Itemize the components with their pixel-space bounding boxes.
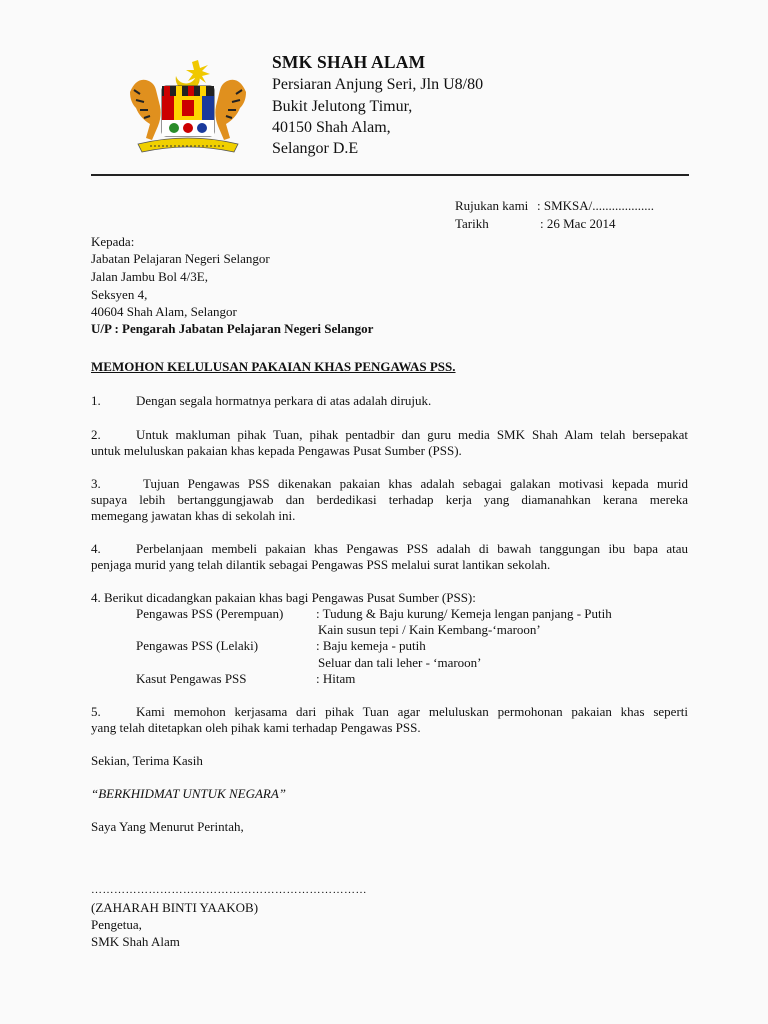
para-3-first — [143, 476, 688, 492]
para-5-line-2: yang telah ditetapkan oleh pihak kami terhadap Pengawas PSS. — [91, 720, 421, 735]
address-line-4: Selangor D.E — [272, 140, 359, 157]
uniform-intro: 4. Berikut dicadangkan pakaian khas bagi Pengawas Pusat Sumber (PSS): — [91, 590, 476, 605]
para-4-rest — [91, 557, 688, 573]
signatory-name: (ZAHARAH BINTI YAAKOB) — [91, 900, 259, 915]
date-label: Tarikh — [455, 216, 489, 231]
para-5-line-1: Kami memohon kerjasama dari pihak Tuan agar meluluskan permohonan pakaian khas seperti — [136, 704, 688, 719]
ref-value: : SMKSA/................... — [537, 198, 655, 213]
recipient-line-1: Jabatan Pelajaran Negeri Selangor — [91, 251, 270, 266]
para-3-rest — [91, 492, 688, 524]
para-4-number: 4. — [91, 541, 101, 556]
address-line-1: Persiaran Anjung Seri, Jln U8/80 — [272, 76, 484, 93]
signatory-title: Pengetua, — [91, 917, 142, 932]
uniform-item-label: Pengawas PSS (Perempuan) — [136, 606, 284, 621]
uniform-item-label: Pengawas PSS (Lelaki) — [136, 638, 259, 653]
para-5-number: 5. — [91, 704, 101, 719]
coat-of-arms-icon — [124, 56, 252, 160]
para-3-line-2: supaya lebih bertanggungjawab dan berdedikasi terhadap kerja yang diamanahkan kerana mereka — [91, 492, 688, 507]
para-2-line-2: untuk meluluskan pakaian khas kepada Pengawas Pusat Sumber (PSS). — [91, 443, 462, 458]
ref-label: Rujukan kami — [455, 198, 529, 213]
address-line-2: Bukit Jelutong Timur, — [272, 98, 413, 115]
para-4-line-1: Perbelanjaan membeli pakaian khas Pengawas PSS adalah di bawah tanggungan ibu bapa atau — [136, 541, 688, 556]
para-5-first — [136, 704, 688, 720]
uniform-item-value: Kain susun tepi / Kain Kembang-‘maroon’ — [318, 622, 541, 637]
closing-motto: “BERKHIDMAT UNTUK NEGARA” — [91, 786, 287, 801]
date-value: : 26 Mac 2014 — [540, 216, 616, 231]
closing-thanks: Sekian, Terima Kasih — [91, 753, 203, 768]
school-name: SMK SHAH ALAM — [272, 52, 426, 72]
para-3-line-1: Tujuan Pengawas PSS dikenakan pakaian khas adalah sebagai galakan motivasi kepada murid — [143, 476, 688, 491]
uniform-item-label: Kasut Pengawas PSS — [136, 671, 247, 686]
para-3-line-3: memegang jawatan khas di sekolah ini. — [91, 508, 296, 523]
para-4-first — [136, 541, 688, 557]
recipient-line-2: Jalan Jambu Bol 4/3E, — [91, 269, 208, 284]
uniform-item-value: : Tudung & Baju kurung/ Kemeja lengan panjang - Putih — [316, 606, 612, 621]
signature-line: ……………………………………………………………… — [91, 884, 367, 896]
para-5-rest — [91, 720, 688, 736]
para-2-rest — [91, 443, 688, 459]
uniform-item-value: Seluar dan tali leher - ‘maroon’ — [318, 655, 482, 670]
signatory-school: SMK Shah Alam — [91, 934, 180, 949]
para-1-number: 1. — [91, 393, 101, 408]
uniform-item-value: : Hitam — [316, 671, 356, 686]
para-2-number: 2. — [91, 427, 101, 442]
subject-line: MEMOHON KELULUSAN PAKAIAN KHAS PENGAWAS PSS. — [91, 359, 456, 374]
para-3-number: 3. — [91, 476, 101, 491]
para-4-line-2: penjaga murid yang telah dilantik sebagai Pengawas PSS melalui surat lantikan sekolah. — [91, 557, 551, 572]
address-line-3: 40150 Shah Alam, — [272, 119, 391, 136]
uniform-item-value: : Baju kemeja - putih — [316, 638, 426, 653]
closing-order: Saya Yang Menurut Perintah, — [91, 819, 244, 834]
recipient-line-3: Seksyen 4, — [91, 287, 148, 302]
header-divider — [91, 174, 689, 176]
para-1-line-1: Dengan segala hormatnya perkara di atas adalah dirujuk. — [136, 393, 432, 408]
para-2-first — [136, 427, 688, 443]
para-2-line-1: Untuk makluman pihak Tuan, pihak pentadbir dan guru media SMK Shah Alam telah bersepakat — [136, 427, 688, 442]
attention-line: U/P : Pengarah Jabatan Pelajaran Negeri Selangor — [91, 321, 374, 336]
salutation: Kepada: — [91, 234, 135, 249]
recipient-line-4: 40604 Shah Alam, Selangor — [91, 304, 237, 319]
